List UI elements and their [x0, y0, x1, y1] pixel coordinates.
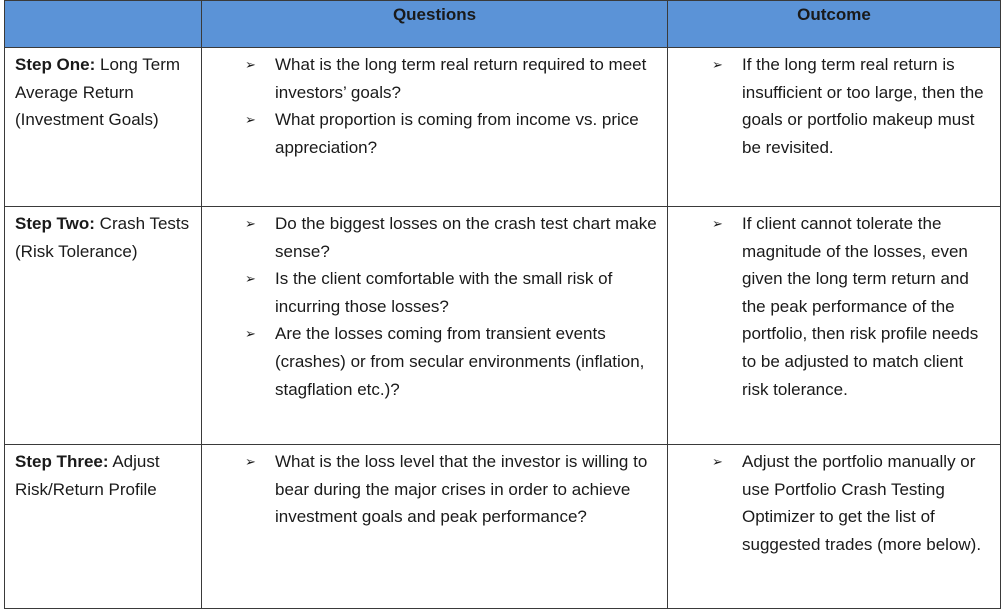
arrow-bullet-icon: ➢ [245, 271, 256, 287]
questions-cell [202, 445, 668, 609]
outcome-cell [668, 48, 1001, 207]
list-item: ➢ What is the loss level that the investor is willing to bear during the major crises in order to achieve investment goals and peak performance? [202, 448, 661, 531]
table-row [5, 207, 1001, 445]
list-item: ➢ Do the biggest losses on the crash test chart make sense? [202, 210, 661, 265]
step-label: Step One: [15, 55, 96, 74]
header-questions: Questions [202, 1, 668, 48]
table-row [5, 445, 1001, 609]
list-item: ➢ What is the long term real return required to meet investors’ goals? [202, 51, 661, 106]
step-cell [5, 207, 202, 445]
arrow-bullet-icon: ➢ [245, 326, 256, 342]
step-label: Step Two: [15, 214, 95, 233]
list-item: ➢ Are the losses coming from transient events (crashes) or from secular environments (inflation, stagflation etc.)? [202, 320, 661, 403]
arrow-bullet-icon: ➢ [245, 112, 256, 128]
step-text: Long Term Average Return (Investment Goals) [15, 55, 181, 130]
step-cell [5, 48, 202, 207]
header-outcome: Outcome [668, 1, 1001, 48]
table-row [5, 48, 1001, 207]
list-item: ➢ Adjust the portfolio manually or use Portfolio Crash Testing Optimizer to get the list of suggested trades (more below). [668, 448, 994, 558]
header-row [5, 1, 1001, 48]
arrow-bullet-icon: ➢ [245, 216, 256, 231]
step-cell [5, 445, 202, 609]
steps-table [4, 0, 1001, 609]
outcome-cell [668, 445, 1001, 609]
list-item: ➢ What proportion is coming from income vs. price appreciation? [202, 106, 661, 161]
list-item: ➢ Is the client comfortable with the small risk of incurring those losses? [202, 265, 661, 320]
list-item: ➢ If client cannot tolerate the magnitude of the losses, even given the long term return and the peak performance of the portfolio, then risk profile needs to be adjusted to match client risk tolerance. [668, 210, 994, 403]
questions-cell [202, 48, 668, 207]
arrow-bullet-icon: ➢ [245, 57, 256, 72]
step-label: Step Three: [15, 452, 109, 471]
step-text: Adjust Risk/Return Profile [15, 452, 160, 499]
questions-cell [202, 207, 668, 445]
outcome-cell [668, 207, 1001, 445]
arrow-bullet-icon: ➢ [712, 454, 723, 469]
step-text: Crash Tests (Risk Tolerance) [15, 214, 190, 261]
list-item: ➢ If the long term real return is insufficient or too large, then the goals or portfolio makeup must be revisited. [668, 51, 994, 161]
header-step [5, 1, 202, 48]
arrow-bullet-icon: ➢ [712, 57, 723, 72]
arrow-bullet-icon: ➢ [245, 454, 256, 469]
arrow-bullet-icon: ➢ [712, 216, 723, 231]
